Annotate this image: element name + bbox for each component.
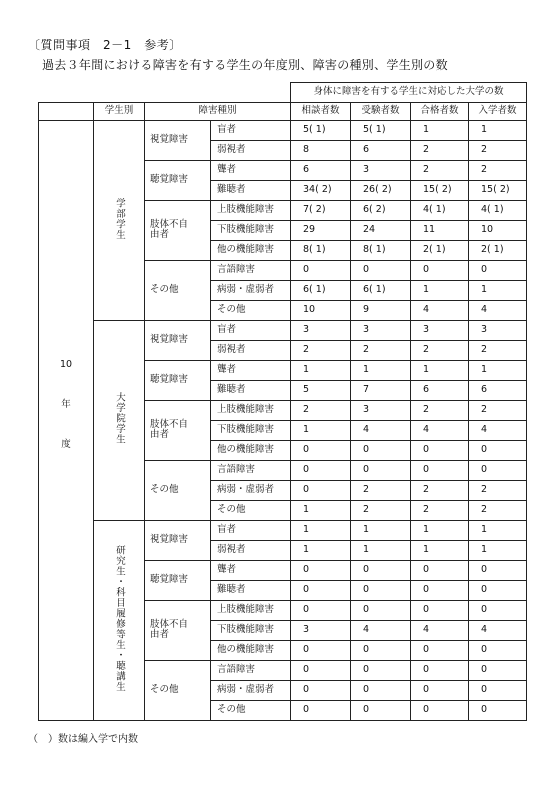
passer-count-cell: 2 — [411, 340, 469, 360]
consult-count-cell: 3 — [291, 320, 351, 340]
enrollee-count-cell: 2 — [469, 140, 527, 160]
enrollee-count-cell: 0 — [469, 600, 527, 620]
consult-count-cell: 8 — [291, 140, 351, 160]
disability-item-cell: 下肢機能障害 — [211, 220, 291, 240]
disability-item-cell: 下肢機能障害 — [211, 420, 291, 440]
disability-item-cell: 聾者 — [211, 160, 291, 180]
examinee-count-cell: 1 — [351, 540, 411, 560]
consult-count-cell: 3 — [291, 620, 351, 640]
heading-line-1: 〔質問事項 2－1 参考〕 — [28, 38, 182, 52]
passer-count-cell: 4( 1) — [411, 200, 469, 220]
super-header: 身体に障害を有する学生に対応した大学の数 — [291, 83, 527, 103]
enrollee-count-cell: 0 — [469, 460, 527, 480]
examinee-count-header: 受験者数 — [351, 102, 411, 120]
passer-count-cell: 3 — [411, 320, 469, 340]
passer-count-cell: 2 — [411, 480, 469, 500]
passer-count-cell: 1 — [411, 280, 469, 300]
disability-item-cell: その他 — [211, 300, 291, 320]
enrollee-count-cell: 1 — [469, 540, 527, 560]
disability-item-cell: 言語障害 — [211, 660, 291, 680]
consult-count-cell: 2 — [291, 340, 351, 360]
enrollee-count-header: 入学者数 — [469, 102, 527, 120]
passer-count-cell: 11 — [411, 220, 469, 240]
student-type-label: 学部学生 — [113, 197, 125, 240]
disability-category-cell: 肢体不自由者 — [145, 600, 211, 660]
consult-count-header: 相談者数 — [291, 102, 351, 120]
passer-count-cell: 0 — [411, 260, 469, 280]
enrollee-count-cell: 2 — [469, 160, 527, 180]
disability-category-cell: 聴覚障害 — [145, 560, 211, 600]
consult-count-cell: 7( 2) — [291, 200, 351, 220]
disability-item-cell: 他の機能障害 — [211, 640, 291, 660]
disability-item-cell: 病弱・虚弱者 — [211, 680, 291, 700]
disability-item-cell: 弱視者 — [211, 340, 291, 360]
disability-item-cell: 盲者 — [211, 120, 291, 140]
consult-count-cell: 6 — [291, 160, 351, 180]
disability-category-cell: その他 — [145, 660, 211, 720]
disability-students-table — [38, 82, 527, 721]
consult-count-cell: 6( 1) — [291, 280, 351, 300]
passer-count-cell: 15( 2) — [411, 180, 469, 200]
disability-item-cell: 聾者 — [211, 360, 291, 380]
student-type-cell — [94, 320, 145, 520]
enrollee-count-cell: 4( 1) — [469, 200, 527, 220]
examinee-count-cell: 24 — [351, 220, 411, 240]
passer-count-cell: 2 — [411, 140, 469, 160]
examinee-count-cell: 4 — [351, 420, 411, 440]
consult-count-cell: 0 — [291, 440, 351, 460]
consult-count-cell: 1 — [291, 500, 351, 520]
super-header-row — [39, 83, 527, 103]
enrollee-count-cell: 0 — [469, 440, 527, 460]
enrollee-count-cell: 1 — [469, 280, 527, 300]
consult-count-cell: 0 — [291, 460, 351, 480]
consult-count-cell: 10 — [291, 300, 351, 320]
consult-count-cell: 0 — [291, 480, 351, 500]
examinee-count-cell: 4 — [351, 620, 411, 640]
examinee-count-cell: 0 — [351, 260, 411, 280]
enrollee-count-cell: 2( 1) — [469, 240, 527, 260]
table-row — [39, 320, 527, 340]
examinee-count-cell: 6( 1) — [351, 280, 411, 300]
disability-item-cell: 他の機能障害 — [211, 240, 291, 260]
consult-count-cell: 0 — [291, 580, 351, 600]
passer-count-cell: 2 — [411, 400, 469, 420]
consult-count-cell: 0 — [291, 640, 351, 660]
consult-count-cell: 1 — [291, 520, 351, 540]
disability-item-cell: 上肢機能障害 — [211, 200, 291, 220]
enrollee-count-cell: 1 — [469, 360, 527, 380]
passer-count-cell: 0 — [411, 660, 469, 680]
table-row — [39, 120, 527, 140]
passer-count-cell: 1 — [411, 120, 469, 140]
enrollee-count-cell: 1 — [469, 520, 527, 540]
passer-count-cell: 0 — [411, 580, 469, 600]
passer-count-cell: 4 — [411, 300, 469, 320]
passer-count-cell: 0 — [411, 600, 469, 620]
consult-count-cell: 5( 1) — [291, 120, 351, 140]
disability-item-cell: 弱視者 — [211, 140, 291, 160]
examinee-count-cell: 5( 1) — [351, 120, 411, 140]
examinee-count-cell: 0 — [351, 640, 411, 660]
consult-count-cell: 34( 2) — [291, 180, 351, 200]
examinee-count-cell: 0 — [351, 560, 411, 580]
examinee-count-cell: 0 — [351, 700, 411, 720]
passer-count-cell: 4 — [411, 420, 469, 440]
table-row — [39, 520, 527, 540]
student-type-cell — [94, 520, 145, 720]
enrollee-count-cell: 3 — [469, 320, 527, 340]
enrollee-count-cell: 0 — [469, 560, 527, 580]
enrollee-count-cell: 4 — [469, 300, 527, 320]
examinee-count-cell: 2 — [351, 480, 411, 500]
disability-item-cell: 言語障害 — [211, 260, 291, 280]
consult-count-cell: 1 — [291, 360, 351, 380]
passer-count-cell: 1 — [411, 520, 469, 540]
disability-category-cell: 肢体不自由者 — [145, 200, 211, 260]
enrollee-count-cell: 0 — [469, 700, 527, 720]
column-header-row — [39, 102, 527, 120]
passer-count-cell: 0 — [411, 640, 469, 660]
enrollee-count-cell: 15( 2) — [469, 180, 527, 200]
year-cell — [39, 120, 94, 720]
disability-category-cell: 聴覚障害 — [145, 360, 211, 400]
passer-count-cell: 2 — [411, 500, 469, 520]
passer-count-cell: 6 — [411, 380, 469, 400]
consult-count-cell: 5 — [291, 380, 351, 400]
consult-count-cell: 1 — [291, 540, 351, 560]
examinee-count-cell: 3 — [351, 400, 411, 420]
footnote: （ ）数は編入学で内数 — [28, 734, 138, 745]
disability-item-cell: 難聴者 — [211, 380, 291, 400]
examinee-count-cell: 2 — [351, 500, 411, 520]
disability-item-cell: 上肢機能障害 — [211, 400, 291, 420]
examinee-count-cell: 6 — [351, 140, 411, 160]
examinee-count-cell: 0 — [351, 660, 411, 680]
consult-count-cell: 8( 1) — [291, 240, 351, 260]
examinee-count-cell: 0 — [351, 680, 411, 700]
disability-item-cell: 難聴者 — [211, 580, 291, 600]
disability-item-cell: 病弱・虚弱者 — [211, 280, 291, 300]
student-type-label: 研究生・科目履修等生・聴講生 — [113, 545, 125, 693]
disability-item-cell: その他 — [211, 500, 291, 520]
disability-item-cell: 他の機能障害 — [211, 440, 291, 460]
heading-line-2: 過去３年間における障害を有する学生の年度別、障害の種別、学生別の数 — [42, 58, 448, 72]
disability-item-cell: 盲者 — [211, 520, 291, 540]
consult-count-cell: 0 — [291, 260, 351, 280]
passer-count-cell: 2 — [411, 160, 469, 180]
examinee-count-cell: 2 — [351, 340, 411, 360]
enrollee-count-cell: 0 — [469, 260, 527, 280]
examinee-count-cell: 3 — [351, 160, 411, 180]
examinee-count-cell: 1 — [351, 360, 411, 380]
examinee-count-cell: 0 — [351, 440, 411, 460]
disability-item-cell: 上肢機能障害 — [211, 600, 291, 620]
consult-count-cell: 0 — [291, 660, 351, 680]
examinee-count-cell: 8( 1) — [351, 240, 411, 260]
enrollee-count-cell: 2 — [469, 400, 527, 420]
student-type-header: 学生別 — [94, 102, 145, 120]
passer-count-cell: 2( 1) — [411, 240, 469, 260]
passer-count-cell: 0 — [411, 680, 469, 700]
passer-count-cell: 0 — [411, 560, 469, 580]
disability-category-cell: 視覚障害 — [145, 320, 211, 360]
passer-count-cell: 4 — [411, 620, 469, 640]
disability-category-cell: 視覚障害 — [145, 120, 211, 160]
student-type-label: 大学院学生 — [113, 392, 125, 445]
enrollee-count-cell: 0 — [469, 660, 527, 680]
examinee-count-cell: 0 — [351, 460, 411, 480]
disability-item-cell: 盲者 — [211, 320, 291, 340]
disability-category-cell: 肢体不自由者 — [145, 400, 211, 460]
disability-item-cell: 病弱・虚弱者 — [211, 480, 291, 500]
year-label-part: 年 — [61, 399, 71, 411]
disability-item-cell: その他 — [211, 700, 291, 720]
year-label-part: 度 — [61, 438, 71, 450]
passer-count-cell: 0 — [411, 700, 469, 720]
consult-count-cell: 0 — [291, 700, 351, 720]
examinee-count-cell: 26( 2) — [351, 180, 411, 200]
table-body — [39, 120, 527, 720]
disability-item-cell: 弱視者 — [211, 540, 291, 560]
enrollee-count-cell: 2 — [469, 500, 527, 520]
year-label-part: 10 — [59, 359, 73, 371]
passer-count-cell: 1 — [411, 360, 469, 380]
consult-count-cell: 0 — [291, 600, 351, 620]
passer-count-cell: 0 — [411, 460, 469, 480]
consult-count-cell: 2 — [291, 400, 351, 420]
consult-count-cell: 0 — [291, 560, 351, 580]
examinee-count-cell: 3 — [351, 320, 411, 340]
disability-item-cell: 難聴者 — [211, 180, 291, 200]
disability-category-cell: 視覚障害 — [145, 520, 211, 560]
consult-count-cell: 0 — [291, 680, 351, 700]
examinee-count-cell: 1 — [351, 520, 411, 540]
enrollee-count-cell: 10 — [469, 220, 527, 240]
examinee-count-cell: 9 — [351, 300, 411, 320]
enrollee-count-cell: 0 — [469, 680, 527, 700]
blank-corner — [39, 83, 291, 103]
disability-item-cell: 下肢機能障害 — [211, 620, 291, 640]
consult-count-cell: 1 — [291, 420, 351, 440]
consult-count-cell: 29 — [291, 220, 351, 240]
disability-category-cell: その他 — [145, 460, 211, 520]
examinee-count-cell: 0 — [351, 600, 411, 620]
disability-type-header: 障害種別 — [145, 102, 291, 120]
examinee-count-cell: 7 — [351, 380, 411, 400]
enrollee-count-cell: 6 — [469, 380, 527, 400]
examinee-count-cell: 6( 2) — [351, 200, 411, 220]
disability-item-cell: 聾者 — [211, 560, 291, 580]
passer-count-header: 合格者数 — [411, 102, 469, 120]
passer-count-cell: 0 — [411, 440, 469, 460]
enrollee-count-cell: 0 — [469, 580, 527, 600]
enrollee-count-cell: 0 — [469, 640, 527, 660]
enrollee-count-cell: 2 — [469, 480, 527, 500]
disability-item-cell: 言語障害 — [211, 460, 291, 480]
passer-count-cell: 1 — [411, 540, 469, 560]
disability-category-cell: 聴覚障害 — [145, 160, 211, 200]
year-header — [39, 102, 94, 120]
enrollee-count-cell: 4 — [469, 420, 527, 440]
enrollee-count-cell: 2 — [469, 340, 527, 360]
disability-category-cell: その他 — [145, 260, 211, 320]
enrollee-count-cell: 1 — [469, 120, 527, 140]
examinee-count-cell: 0 — [351, 580, 411, 600]
enrollee-count-cell: 4 — [469, 620, 527, 640]
student-type-cell — [94, 120, 145, 320]
